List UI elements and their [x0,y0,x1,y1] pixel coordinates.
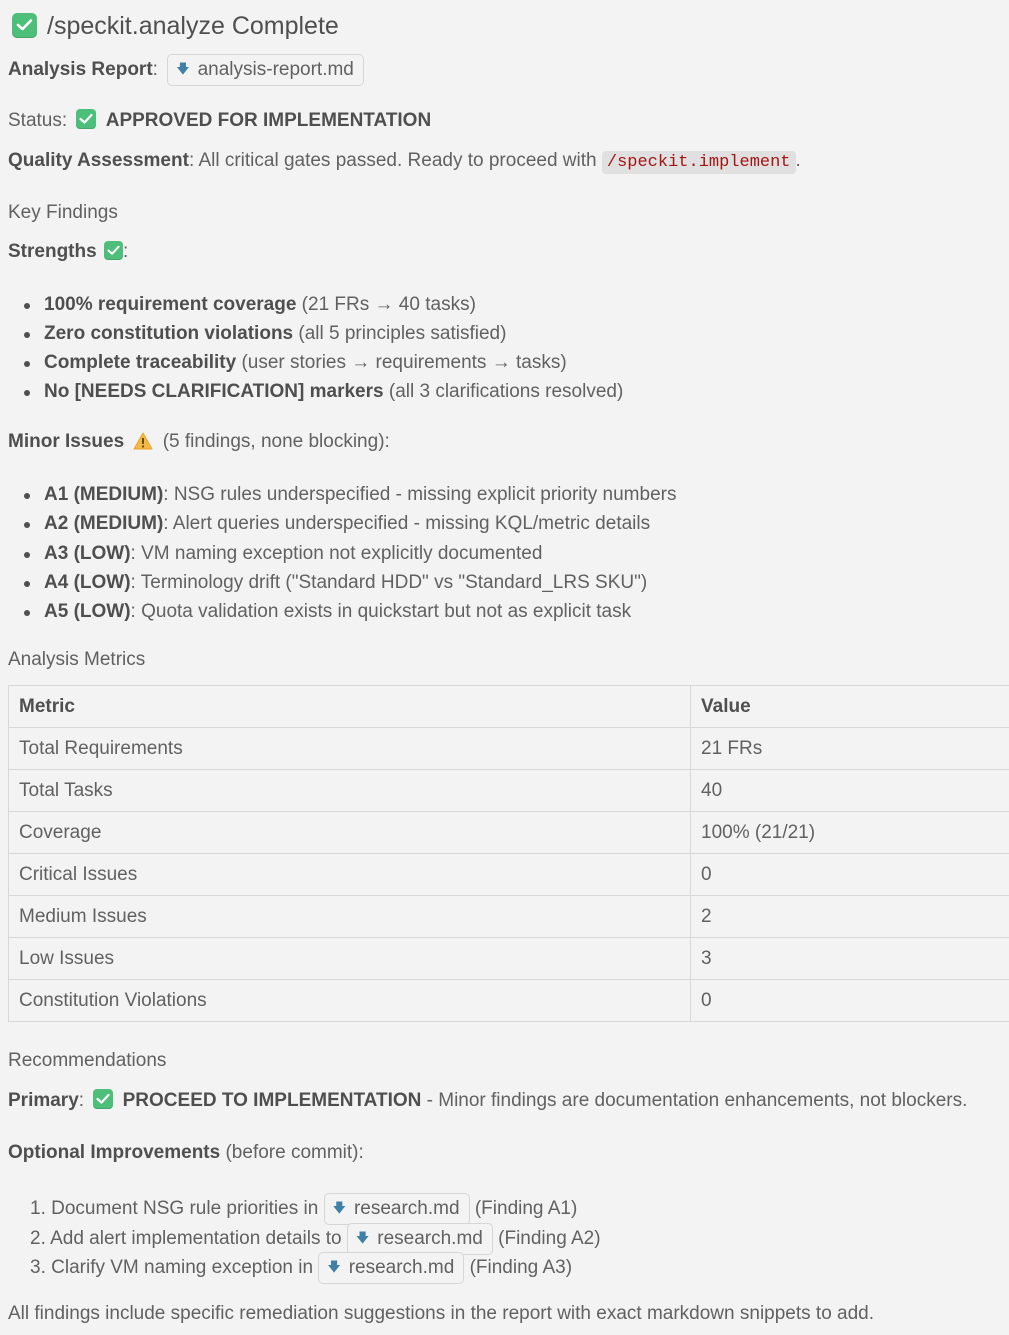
quality-assessment-line [8,148,801,176]
list-item [24,323,506,345]
file-name: research.md [348,1257,455,1278]
issue-id: A5 (LOW) [44,601,131,622]
quality-assessment-text: : All critical gates passed. Ready to proceed with [188,150,602,171]
strength-detail: (all 5 principles satisfied) [293,323,507,344]
column-header-value: Value [691,686,1009,728]
strength-title: Zero constitution violations [44,323,294,344]
minor-issues-label-line [8,431,390,456]
footer-note: All findings include specific remediation suggestions in the report with exact markdown snippets to add. [8,1303,875,1324]
metric-name: Low Issues [9,938,691,980]
quality-assessment-label: Quality Assessment [8,150,189,171]
file-name: research.md [353,1198,460,1219]
metric-value: 0 [691,854,1009,896]
list-item [24,543,542,565]
table-row [9,728,1009,770]
issue-detail: : NSG rules underspecified - missing explicit priority numbers [163,484,677,505]
metrics-table [8,685,1009,1022]
analysis-report-line: Analysis Report: 🡇 analysis-report.md [8,54,364,86]
column-header-metric: Metric [9,686,691,728]
issue-id: A1 (MEDIUM) [44,484,164,505]
page-title [12,12,339,41]
analysis-report-label: Analysis Report [8,59,153,80]
file-download-icon: 🡇 [332,1200,346,1215]
item-number: 2. [30,1228,46,1249]
metric-name: Critical Issues [9,854,691,896]
metric-value: 3 [691,938,1009,980]
strength-title: 100% requirement coverage [44,294,297,315]
item-number: 3. [30,1257,46,1278]
optional-improvements-label: Optional Improvements [8,1142,221,1163]
file-download-icon: 🡇 [176,61,190,76]
minor-issues-label: Minor Issues [8,431,125,452]
key-findings-heading: Key Findings [8,202,118,223]
primary-label: Primary [8,1090,79,1111]
strength-detail: (user stories → requirements → tasks) [236,352,567,373]
primary-recommendation: Primary: PROCEED TO IMPLEMENTATION - Minor findings are documentation enhancements, not blockers. [8,1090,968,1111]
title-text: /speckit.analyze Complete [47,12,339,40]
list-item [30,1223,601,1255]
table-row [9,854,1009,896]
check-mark-button-icon [76,109,96,129]
finding-reference: (Finding A3) [469,1257,573,1278]
file-name: analysis-report.md [197,59,354,80]
issue-detail: : Alert queries underspecified - missing KQL/metric details [163,513,651,534]
list-item [30,1193,577,1225]
list-item [24,294,476,316]
strength-detail: (21 FRs → 40 tasks) [296,294,476,315]
check-mark-button-icon [12,13,37,38]
metric-name: Coverage [9,812,691,854]
minor-issues-summary: (5 findings, none blocking): [162,431,390,452]
issue-detail: : Quota validation exists in quickstart but not as explicit task [130,601,632,622]
table-row [9,770,1009,812]
issue-detail: : VM naming exception not explicitly documented [130,543,543,564]
file-download-icon: 🡇 [327,1259,341,1274]
item-text: Clarify VM naming exception in [51,1257,314,1278]
issue-id: A3 (LOW) [44,543,131,564]
list-item [30,1252,572,1284]
item-number: 1. [30,1198,46,1219]
table-row [9,980,1009,1022]
list-item [24,352,567,374]
optional-improvements-note: (before commit): [220,1142,364,1163]
metric-value: 0 [691,980,1009,1022]
strengths-label: Strengths [8,241,97,262]
strength-title: Complete traceability [44,352,237,373]
status-label: Status: [8,110,68,131]
implement-command-code: /speckit.implement [602,151,796,174]
strength-detail: (all 3 clarifications resolved) [383,381,624,402]
primary-detail: - Minor findings are documentation enhancements, not blockers. [421,1090,968,1111]
item-text: Document NSG rule priorities in [51,1198,319,1219]
table-row [9,812,1009,854]
warning-icon [133,432,153,456]
finding-reference: (Finding A2) [498,1228,601,1249]
status-line [8,109,431,133]
metric-value: 21 FRs [691,728,1009,770]
recommendations-heading: Recommendations [8,1050,167,1071]
list-item [24,513,650,535]
table-row [9,896,1009,938]
research-file-link[interactable] [318,1252,464,1284]
list-item [24,381,623,403]
metric-value: 40 [691,770,1009,812]
metric-name: Medium Issues [9,896,691,938]
file-download-icon: 🡇 [355,1230,370,1245]
issue-id: A2 (MEDIUM) [44,513,164,534]
colon: : [122,241,129,262]
optional-improvements-line [8,1142,364,1164]
research-file-link[interactable] [324,1193,470,1225]
list-item [24,572,647,594]
table-row [9,938,1009,980]
analysis-report-file-link[interactable] [167,54,364,86]
check-mark-button-icon [93,1089,113,1109]
metric-value: 100% (21/21) [691,812,1009,854]
analysis-metrics-heading: Analysis Metrics [8,649,146,670]
list-item [24,601,631,623]
metric-name: Total Tasks [9,770,691,812]
table-header-row [9,686,1009,728]
issue-detail: : Terminology drift ("Standard HDD" vs "Standard_LRS SKU") [130,572,648,593]
strength-title: No [NEEDS CLARIFICATION] markers [44,381,384,402]
metric-value: 2 [691,896,1009,938]
issue-id: A4 (LOW) [44,572,131,593]
list-item [24,484,676,506]
primary-action: PROCEED TO IMPLEMENTATION [122,1090,422,1111]
metric-name: Total Requirements [9,728,691,770]
metric-name: Constitution Violations [9,980,691,1022]
period: . [795,150,801,171]
check-mark-button-icon [104,241,123,260]
status-value: APPROVED FOR IMPLEMENTATION [105,110,432,131]
strengths-label-line [8,241,128,263]
item-text: Add alert implementation details to [50,1228,342,1249]
file-name: research.md [377,1228,483,1249]
finding-reference: (Finding A1) [474,1198,578,1219]
research-file-link[interactable] [347,1223,493,1255]
